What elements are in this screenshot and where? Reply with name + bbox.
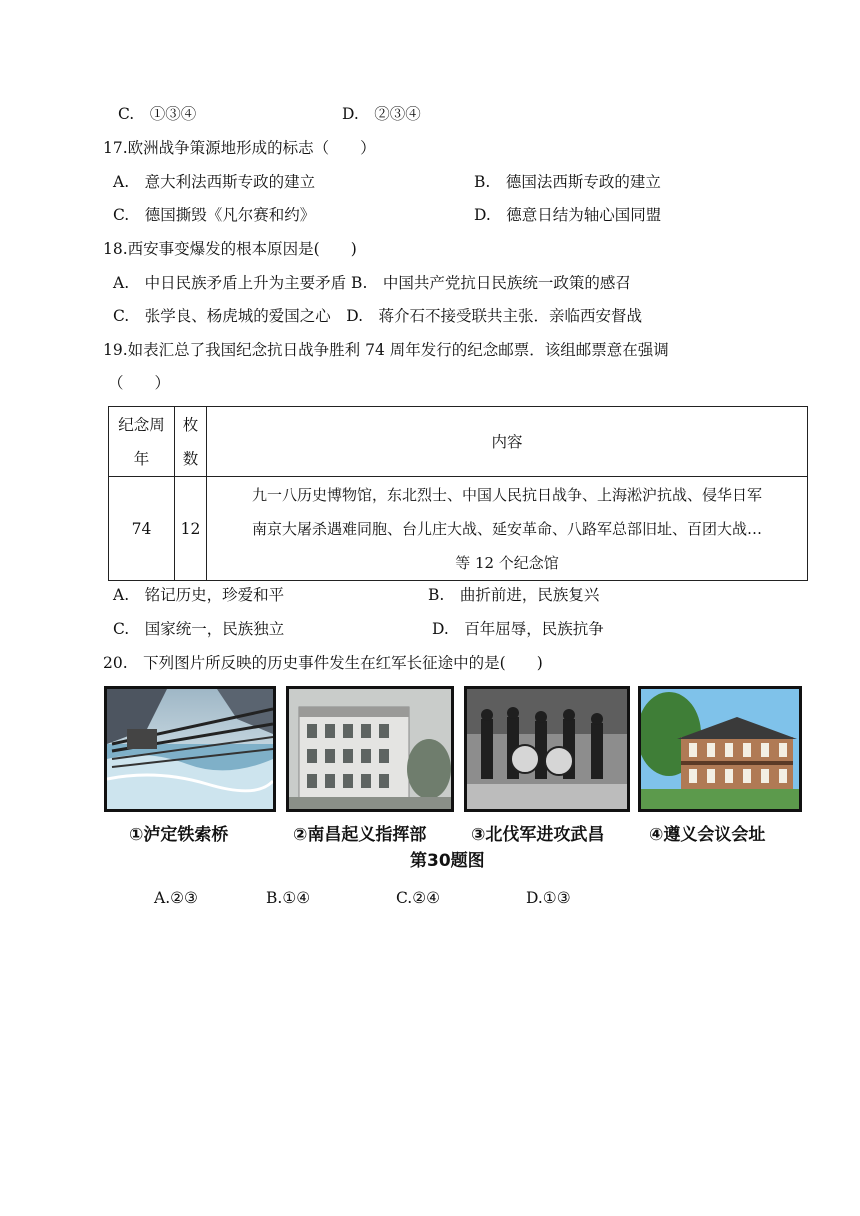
q16-option-c: C. ①③④ xyxy=(118,105,197,123)
q18-stem: 18.西安事变爆发的根本原因是( ) xyxy=(103,240,357,258)
header-count: 枚数 xyxy=(175,407,207,477)
figure-label: 第30题图 xyxy=(410,851,485,871)
q19-option-a: A. 铭记历史，珍爱和平 xyxy=(113,586,285,604)
cell-anniversary: 74 xyxy=(109,477,175,581)
cell-content-line-3: 等 12 个纪念馆 xyxy=(455,553,559,572)
header-content: 内容 xyxy=(207,407,808,477)
q17-stem: 17.欧洲战争策源地形成的标志（ ） xyxy=(103,139,376,157)
q20-option-d: D.①③ xyxy=(526,889,571,907)
q18-options-cd: C. 张学良、杨虎城的爱国之心 D. 蒋介石不接受联共主张．亲临西安督战 xyxy=(113,307,643,325)
q17-option-d: D. 德意日结为轴心国同盟 xyxy=(474,206,662,224)
q20-stem: 20. 下列图片所反映的历史事件发生在红军长征途中的是( ) xyxy=(103,654,543,672)
cell-content-line-2: 南京大屠杀遇难同胞、台儿庄大战、延安革命、八路军总部旧址、百团大战… xyxy=(251,519,762,538)
photo-nanchang-hq xyxy=(286,686,454,812)
photo-luding-bridge xyxy=(104,686,276,812)
q20-option-c: C.②④ xyxy=(396,889,441,907)
q19-option-c: C. 国家统一，民族独立 xyxy=(113,620,285,638)
q17-option-b: B. 德国法西斯专政的建立 xyxy=(474,173,661,191)
caption-1: ①泸定铁索桥 xyxy=(129,825,229,845)
q16-option-d: D. ②③④ xyxy=(342,105,421,123)
photo-northern-expedition xyxy=(464,686,630,812)
cell-content xyxy=(207,477,808,581)
caption-4: ④遵义会议会址 xyxy=(649,825,766,845)
q17-option-a: A. 意大利法西斯专政的建立 xyxy=(113,173,316,191)
stamp-table xyxy=(108,406,808,581)
q20-option-a: A.②③ xyxy=(154,889,198,907)
q19-answer-paren: （ ） xyxy=(108,374,171,392)
q19-stem: 19.如表汇总了我国纪念抗日战争胜利 74 周年发行的纪念邮票．该组邮票意在强调 xyxy=(103,341,669,359)
photo-zunyi-site xyxy=(638,686,802,812)
caption-3: ③北伐军进攻武昌 xyxy=(471,825,605,845)
q17-option-c: C. 德国撕毁《凡尔赛和约》 xyxy=(113,206,316,224)
q20-option-b: B.①④ xyxy=(266,889,311,907)
cell-content-line-1: 九一八历史博物馆，东北烈士、中国人民抗日战争、上海淞沪抗战、侵华日军 xyxy=(251,485,762,504)
q19-option-d: D. 百年屈辱，民族抗争 xyxy=(432,620,604,638)
caption-2: ②南昌起义指挥部 xyxy=(293,825,427,845)
q19-option-b: B. 曲折前进，民族复兴 xyxy=(428,586,600,604)
cell-count: 12 xyxy=(175,477,207,581)
header-anniversary: 纪念周年 xyxy=(109,407,175,477)
q18-options-ab: A. 中日民族矛盾上升为主要矛盾 B. 中国共产党抗日民族统一政策的感召 xyxy=(113,274,631,292)
